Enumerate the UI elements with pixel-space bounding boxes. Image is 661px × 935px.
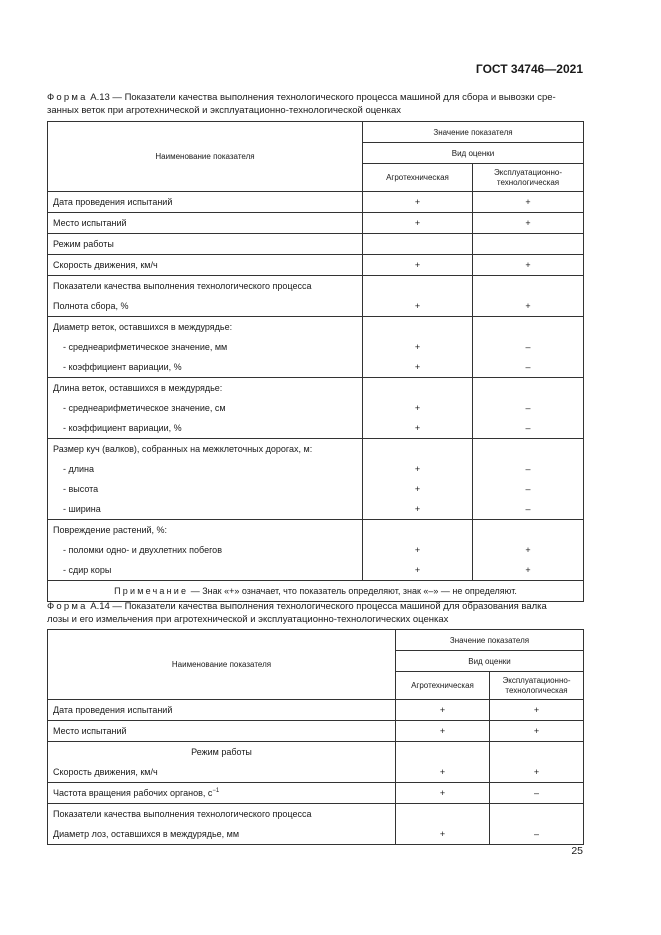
table-row xyxy=(48,276,584,297)
table-row xyxy=(48,317,584,338)
table-row xyxy=(48,192,584,213)
table-row xyxy=(48,742,584,763)
table-row xyxy=(48,398,584,418)
row-label: Повреждение растений, %: xyxy=(48,520,363,541)
row-label xyxy=(48,783,396,804)
form13-caption-word: Форма xyxy=(47,92,88,103)
col-header-name: Наименование показателя xyxy=(48,122,363,192)
cell-agro: + xyxy=(363,479,473,499)
row-label: - высота xyxy=(48,479,363,499)
table-row xyxy=(48,520,584,541)
row-label-sup: −1 xyxy=(212,788,220,794)
col-header-name: Наименование показателя xyxy=(48,630,396,700)
cell-agro: + xyxy=(396,762,490,783)
cell-agro: + xyxy=(363,459,473,479)
row-label: Длина веток, оставшихся в междурядье: xyxy=(48,378,363,399)
form13-caption-line2: занных веток при агротехнической и эксплуатационно-технологической оценках xyxy=(47,104,401,116)
cell-agro xyxy=(363,234,473,255)
cell-agro: + xyxy=(363,418,473,439)
table-row xyxy=(48,700,584,721)
cell-expl xyxy=(490,742,584,763)
col-header-expl xyxy=(473,164,584,192)
page-number: 25 xyxy=(571,845,583,857)
row-label: Полнота сбора, % xyxy=(48,296,363,317)
table-row xyxy=(48,804,584,825)
cell-expl: + xyxy=(473,540,584,560)
cell-expl: + xyxy=(473,560,584,581)
cell-agro: + xyxy=(363,296,473,317)
cell-expl: – xyxy=(490,783,584,804)
table-row xyxy=(48,357,584,378)
table-row xyxy=(48,418,584,439)
table-row xyxy=(48,560,584,581)
table-row xyxy=(48,824,584,845)
cell-expl: – xyxy=(473,499,584,520)
col-header-expl-line2: технологическая xyxy=(505,685,568,695)
cell-expl xyxy=(473,234,584,255)
cell-expl xyxy=(473,520,584,541)
col-header-kind: Вид оценки xyxy=(396,651,584,672)
form13-caption xyxy=(47,92,583,117)
note-row xyxy=(48,581,584,602)
cell-agro xyxy=(363,520,473,541)
col-header-value: Значение показателя xyxy=(363,122,584,143)
cell-expl: – xyxy=(473,459,584,479)
row-label: Показатели качества выполнения технологического процесса xyxy=(48,276,363,297)
cell-expl: + xyxy=(473,255,584,276)
table-row xyxy=(48,459,584,479)
cell-expl: + xyxy=(473,296,584,317)
row-label: - длина xyxy=(48,459,363,479)
cell-expl: – xyxy=(473,418,584,439)
table-row xyxy=(48,439,584,460)
table-row xyxy=(48,296,584,317)
table-row xyxy=(48,499,584,520)
cell-agro: + xyxy=(396,700,490,721)
row-label: - коэффициент вариации, % xyxy=(48,418,363,439)
table-row xyxy=(48,783,584,804)
form14-caption xyxy=(47,601,583,626)
col-header-expl-line1: Эксплуатационно- xyxy=(502,675,571,685)
cell-agro: + xyxy=(363,337,473,357)
row-label: - среднеарифметическое значение, мм xyxy=(48,337,363,357)
cell-agro xyxy=(363,276,473,297)
cell-expl: + xyxy=(473,192,584,213)
cell-expl: – xyxy=(490,824,584,845)
row-label: - ширина xyxy=(48,499,363,520)
col-header-agro: Агротехническая xyxy=(363,164,473,192)
row-label: Место испытаний xyxy=(48,721,396,742)
cell-agro xyxy=(396,742,490,763)
cell-agro: + xyxy=(363,357,473,378)
cell-agro xyxy=(396,804,490,825)
cell-expl: – xyxy=(473,337,584,357)
cell-expl: – xyxy=(473,398,584,418)
cell-expl: + xyxy=(473,213,584,234)
form14-caption-text: А.14 — Показатели качества выполнения технологического процесса машиной для образования валка xyxy=(87,601,547,612)
cell-agro: + xyxy=(363,499,473,520)
cell-expl: + xyxy=(490,721,584,742)
row-label: Дата проведения испытаний xyxy=(48,700,396,721)
col-header-agro: Агротехническая xyxy=(396,672,490,700)
table-row xyxy=(48,762,584,783)
row-label: - поломки одно- и двухлетних побегов xyxy=(48,540,363,560)
cell-expl: + xyxy=(490,700,584,721)
col-header-expl xyxy=(490,672,584,700)
cell-expl: + xyxy=(490,762,584,783)
row-label: Скорость движения, км/ч xyxy=(48,762,396,783)
table-row xyxy=(48,337,584,357)
col-header-expl-line2: технологическая xyxy=(496,177,560,187)
row-label: Режим работы xyxy=(48,742,396,763)
cell-agro: + xyxy=(363,192,473,213)
table-row xyxy=(48,540,584,560)
table-row xyxy=(48,213,584,234)
col-header-kind: Вид оценки xyxy=(363,143,584,164)
cell-agro xyxy=(363,317,473,338)
row-label: Диаметр веток, оставшихся в междурядье: xyxy=(48,317,363,338)
cell-agro: + xyxy=(363,540,473,560)
row-label: - среднеарифметическое значение, см xyxy=(48,398,363,418)
form13-caption-text: А.13 — Показатели качества выполнения технологического процесса машиной для сбора и вывозки сре- xyxy=(87,92,556,103)
row-label: - сдир коры xyxy=(48,560,363,581)
form13-table xyxy=(47,121,584,602)
cell-expl: – xyxy=(473,479,584,499)
cell-expl xyxy=(473,317,584,338)
form14-caption-word: Форма xyxy=(47,601,88,612)
cell-expl xyxy=(473,439,584,460)
cell-agro: + xyxy=(396,783,490,804)
cell-expl xyxy=(473,378,584,399)
table-row xyxy=(48,721,584,742)
table-row xyxy=(48,255,584,276)
row-label: Диаметр лоз, оставшихся в междурядье, мм xyxy=(48,824,396,845)
note-word: Примечание xyxy=(114,586,189,596)
row-label-text: Частота вращения рабочих органов, с xyxy=(53,788,213,798)
row-label: - коэффициент вариации, % xyxy=(48,357,363,378)
cell-expl xyxy=(473,276,584,297)
row-label: Дата проведения испытаний xyxy=(48,192,363,213)
cell-agro: + xyxy=(363,398,473,418)
table-row xyxy=(48,234,584,255)
row-label: Размер куч (валков), собранных на межклеточных дорогах, м: xyxy=(48,439,363,460)
cell-agro: + xyxy=(363,213,473,234)
cell-agro xyxy=(363,378,473,399)
form14-caption-line2: лозы и его измельчения при агротехнической и эксплуатационно-технологических оценках xyxy=(47,613,449,625)
form14-table xyxy=(47,629,584,845)
cell-agro: + xyxy=(396,721,490,742)
row-label: Показатели качества выполнения технологического процесса xyxy=(48,804,396,825)
col-header-value: Значение показателя xyxy=(396,630,584,651)
row-label: Скорость движения, км/ч xyxy=(48,255,363,276)
cell-agro: + xyxy=(363,255,473,276)
cell-expl xyxy=(490,804,584,825)
cell-expl: – xyxy=(473,357,584,378)
cell-agro: + xyxy=(363,560,473,581)
note-text: — Знак «+» означает, что показатель определяют, знак «–» — не определяют. xyxy=(188,586,517,596)
table-row xyxy=(48,378,584,399)
row-label: Режим работы xyxy=(48,234,363,255)
table-row xyxy=(48,479,584,499)
standard-number: ГОСТ 34746—2021 xyxy=(475,62,583,76)
cell-agro: + xyxy=(396,824,490,845)
cell-agro xyxy=(363,439,473,460)
table-note xyxy=(48,581,584,602)
col-header-expl-line1: Эксплуатационно- xyxy=(494,167,562,177)
row-label: Место испытаний xyxy=(48,213,363,234)
